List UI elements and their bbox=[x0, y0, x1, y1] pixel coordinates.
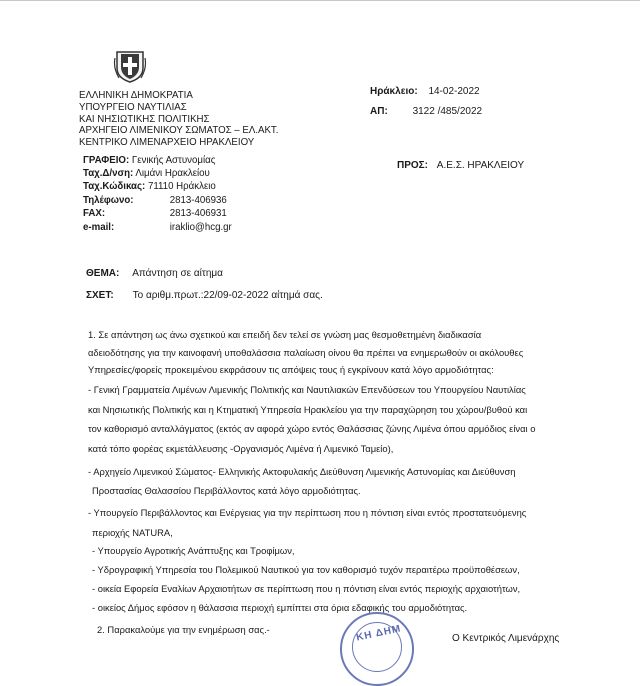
protocol-row bbox=[370, 106, 482, 118]
body-line: κατά τόπο φορέας εκμετάλλευσης -Οργανισμός Λιμένα ή Λιμενικό Ταμείο), bbox=[88, 443, 394, 454]
body-line: 1. Σε απάντηση ως άνω σχετικού και επειδή δεν τελεί σε γνώση μας θεσμοθετημένη διαδικασία bbox=[88, 329, 482, 340]
reference-value: Το αριθμ.πρωτ.:22/09-02-2022 αίτημά σας. bbox=[132, 290, 323, 301]
body-line: - οικείος Δήμος εφόσον η θάλασσια περιοχή εμπίπτει στα όρια εδαφικής του αρμοδιότητας. bbox=[92, 602, 468, 613]
body-line: Υπηρεσίες/φορείς προκειμένου εκφράσουν τις απόψεις τους ή εγκρίνουν κατά λόγο αρμοδιότητας: bbox=[88, 364, 494, 375]
protocol-label: ΑΠ: bbox=[370, 106, 388, 117]
body-line: 2. Παρακαλούμε για την ενημέρωση σας.- bbox=[97, 624, 270, 635]
body-line: - Υπουργείο Περιβάλλοντος και Ενέργειας για την περίπτωση που η πόντιση είναι εντός προστατευόμενης bbox=[88, 507, 527, 518]
address-row bbox=[83, 168, 210, 180]
reference-label: ΣΧΕΤ: bbox=[86, 290, 114, 301]
body-line: τον καθορισμό ανταλλάγματος (εκτός αν αφορά χώρο εντός Θαλάσσιας ζώνης Λιμένα όπου αρμόδιος είναι ο bbox=[88, 423, 536, 434]
fax-label: FAX: bbox=[83, 208, 106, 219]
scan-edge bbox=[0, 0, 640, 7]
reference-row bbox=[86, 290, 323, 302]
body-line: - οικεία Εφορεία Εναλίων Αρχαιοτήτων σε περίπτωση που η πόντιση είναι εντός περιοχής αρχαιοτήτων, bbox=[92, 583, 521, 594]
protocol-number: 3122 /485/2022 bbox=[412, 106, 483, 117]
email-value[interactable]: iraklio@hcg.gr bbox=[169, 222, 232, 233]
postcode-row bbox=[83, 181, 216, 193]
place-label: Ηράκλειο: bbox=[370, 86, 418, 97]
body-line: - Υδρογραφική Υπηρεσία του Πολεμικού Ναυτικού για τον καθορισμό τυχόν περαιτέρω προϋποθέσεων, bbox=[92, 564, 520, 575]
letterhead-line: ΚΑΙ ΝΗΣΙΩΤΙΚΗΣ ΠΟΛΙΤΙΚΗΣ bbox=[79, 113, 210, 125]
body-line: και Νησιωτικής Πολιτικής και η Κτηματική Υπηρεσία Ηρακλείου για την παραχώρηση του χώρου/βυθού και bbox=[88, 404, 528, 415]
body-line: Προστασίας Θαλασσίου Περιβάλλοντος κατά λόγο αρμοδιότητας. bbox=[92, 485, 361, 496]
signatory-title: Ο Κεντρικός Λιμενάρχης bbox=[452, 633, 560, 644]
recipient-value: Α.Ε.Σ. ΗΡΑΚΛΕΙΟΥ bbox=[436, 160, 525, 171]
postcode-value: 71110 Ηράκλειο bbox=[147, 181, 216, 192]
body-line: αδειοδότησης για την καινοφανή υποθαλάσσια παλαίωση οίνου θα πρέπει να ενημερωθούν οι ακόλουθες bbox=[88, 347, 524, 358]
date-row bbox=[370, 86, 480, 98]
body-line: - Γενική Γραμματεία Λιμένων Λιμενικής Πολιτικής και Ναυτιλιακών Επενδύσεων του Υπουργείου Ναυτιλίας bbox=[88, 384, 526, 395]
recipient-label: ΠΡΟΣ: bbox=[397, 160, 429, 171]
subject-value: Απάντηση σε αίτημα bbox=[132, 268, 223, 279]
greek-emblem-icon bbox=[113, 48, 147, 84]
fax-row bbox=[83, 208, 227, 220]
document-date: 14-02-2022 bbox=[428, 86, 480, 97]
letterhead bbox=[79, 90, 278, 149]
office-label: ΓΡΑΦΕΙΟ: bbox=[83, 155, 130, 166]
email-label: e-mail: bbox=[83, 222, 115, 233]
postcode-label: Ταχ.Κώδικας: bbox=[83, 181, 146, 192]
address-label: Ταχ.Δ/νση: bbox=[83, 168, 134, 179]
email-row bbox=[83, 222, 232, 234]
body-line: περιοχής NATURA, bbox=[92, 527, 173, 538]
subject-label: ΘΕΜΑ: bbox=[86, 268, 120, 279]
subject-row bbox=[86, 268, 223, 280]
phone-row bbox=[83, 195, 227, 207]
office-value: Γενικής Αστυνομίας bbox=[131, 155, 216, 166]
recipient-row bbox=[397, 160, 524, 172]
address-value: Λιμάνι Ηρακλείου bbox=[135, 168, 210, 179]
phone-label: Τηλέφωνο: bbox=[83, 195, 134, 206]
fax-value: 2813-406931 bbox=[169, 208, 227, 219]
letterhead-line: ΚΕΝΤΡΙΚΟ ΛΙΜΕΝΑΡΧΕΙΟ ΗΡΑΚΛΕΙΟΥ bbox=[79, 137, 255, 149]
office-row bbox=[83, 155, 215, 167]
letterhead-line: ΕΛΛΗΝΙΚΗ ΔΗΜΟΚΡΑΤΙΑ bbox=[79, 90, 193, 101]
stamp-text: ΚΗ ΔΗΜ bbox=[355, 623, 403, 644]
body-line: - Υπουργείο Αγροτικής Ανάπτυξης και Τροφίμων, bbox=[92, 545, 295, 556]
letterhead-line: ΑΡΧΗΓΕΙΟ ΛΙΜΕΝΙΚΟΥ ΣΩΜΑΤΟΣ – ΕΛ.ΑΚΤ. bbox=[79, 125, 279, 137]
phone-value: 2813-406936 bbox=[169, 195, 227, 206]
body-line: - Αρχηγείο Λιμενικού Σώματος- Ελληνικής Ακτοφυλακής Διεύθυνση Λιμενικής Αστυνομίας και Διεύθυνση bbox=[88, 466, 516, 477]
letterhead-line: ΥΠΟΥΡΓΕΙΟ ΝΑΥΤΙΛΙΑΣ bbox=[79, 101, 187, 113]
